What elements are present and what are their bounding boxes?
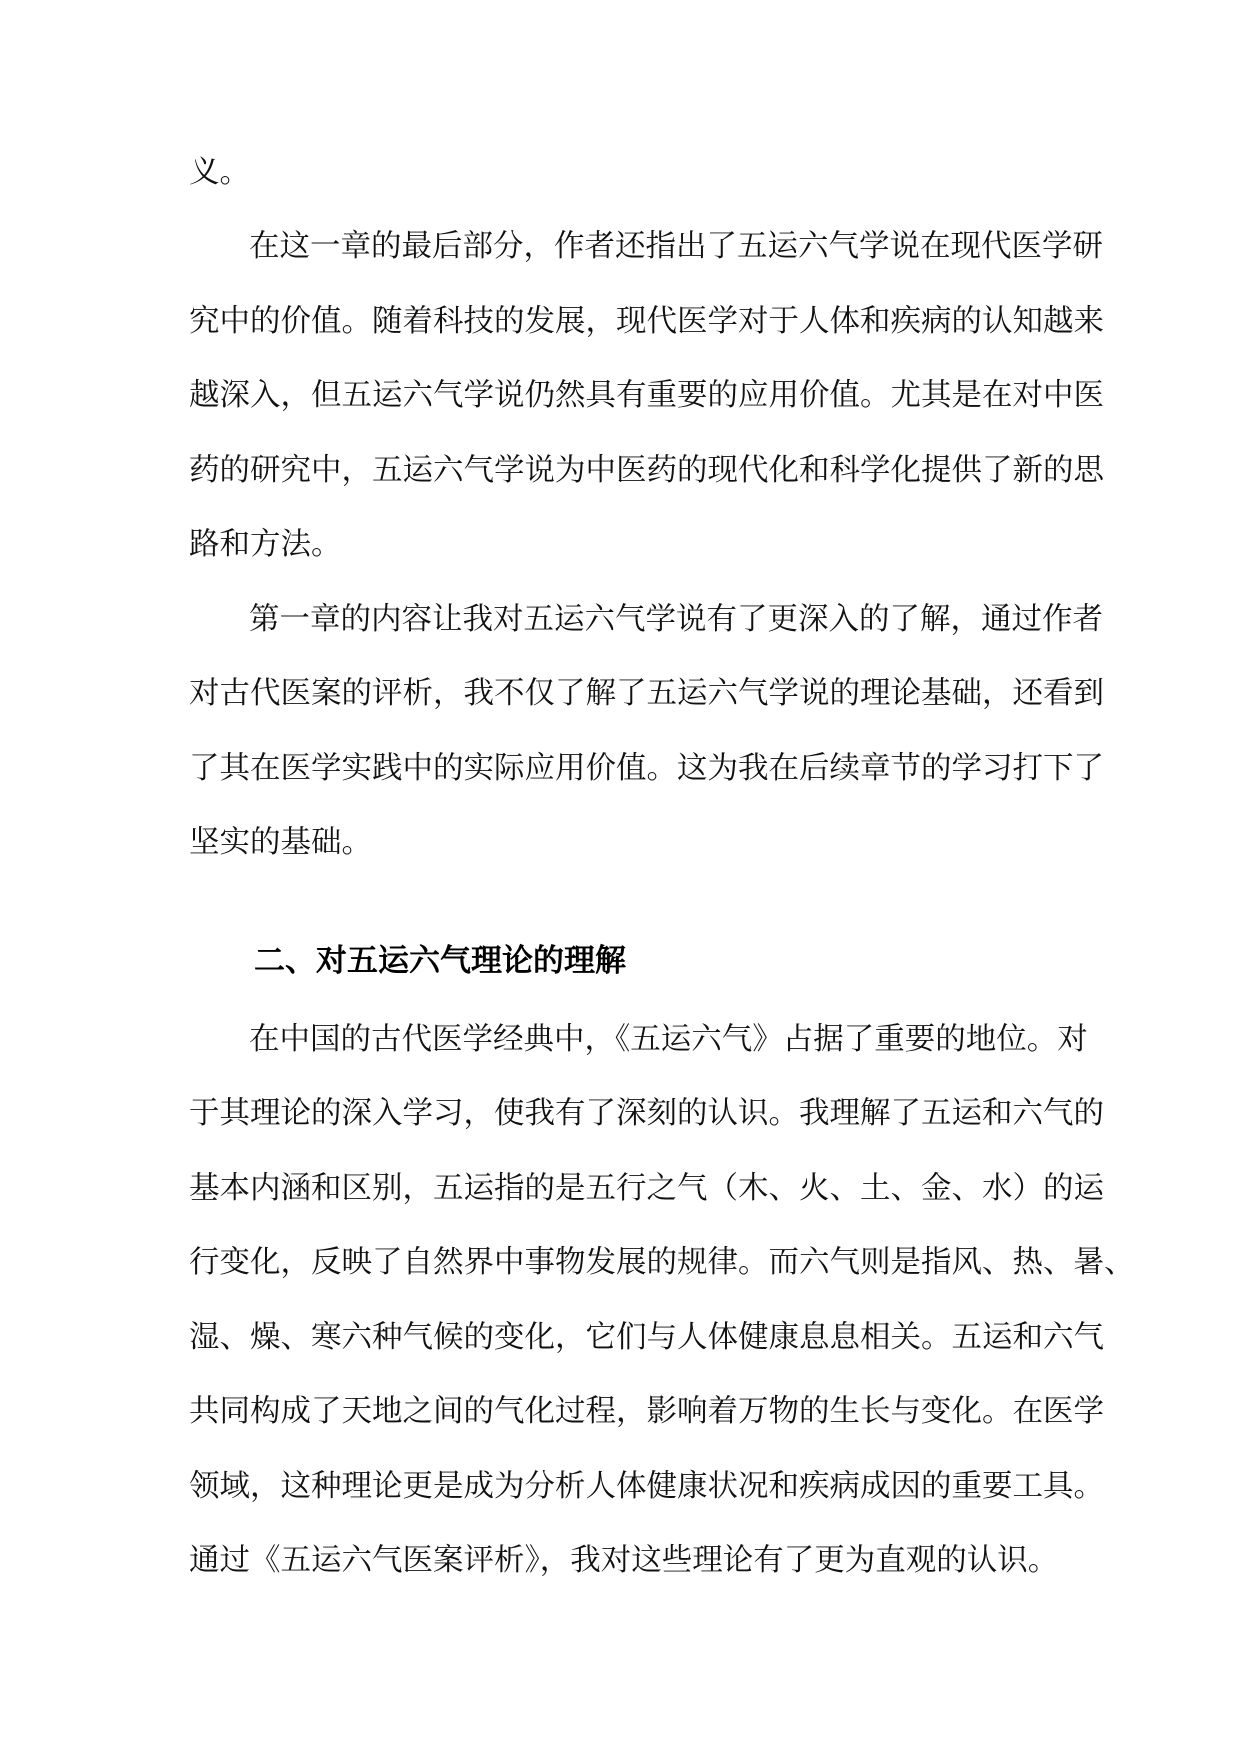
paragraph-line: 对古代医案的评析，我不仅了解了五运六气学说的理论基础，还看到 [189,676,1104,711]
paragraph-line: 究中的价值。随着科技的发展，现代医学对于人体和疾病的认知越来 [189,304,1104,339]
paragraph-line: 第一章的内容让我对五运六气学说有了更深入的了解，通过作者 [249,602,1103,637]
paragraph-line: 通过《五运六气医案评析》，我对这些理论有了更为直观的认识。 [189,1543,1059,1578]
paragraph-line: 在中国的古代医学经典中，《五运六气》占据了重要的地位。对 [249,1022,1088,1057]
paragraph-line: 领域，这种理论更是成为分析人体健康状况和疾病成因的重要工具。 [189,1469,1104,1504]
paragraph-line: 共同构成了天地之间的气化过程，影响着万物的生长与变化。在医学 [189,1394,1104,1429]
paragraph-line: 于其理论的深入学习，使我有了深刻的认识。我理解了五运和六气的 [189,1096,1104,1131]
paragraph-line: 义。 [189,155,250,190]
paragraph-line: 行变化，反映了自然界中事物发展的规律。而六气则是指风、热、暑、 [189,1245,1135,1280]
paragraph-line: 基本内涵和区别，五运指的是五行之气（木、火、土、金、水）的运 [189,1171,1104,1206]
paragraph-line: 坚实的基础。 [189,825,372,860]
paragraph-line: 湿、燥、寒六种气候的变化，它们与人体健康息息相关。五运和六气 [189,1320,1104,1355]
paragraph-line: 了其在医学实践中的实际应用价值。这为我在后续章节的学习打下了 [189,751,1104,786]
paragraph-line: 越深入，但五运六气学说仍然具有重要的应用价值。尤其是在对中医 [189,378,1104,413]
section-heading: 二、对五运六气理论的理解 [254,943,626,979]
paragraph-line: 药的研究中，五运六气学说为中医药的现代化和科学化提供了新的思 [189,453,1104,488]
paragraph-line: 在这一章的最后部分，作者还指出了五运六气学说在现代医学研 [249,229,1103,264]
paragraph-line: 路和方法。 [189,527,342,562]
